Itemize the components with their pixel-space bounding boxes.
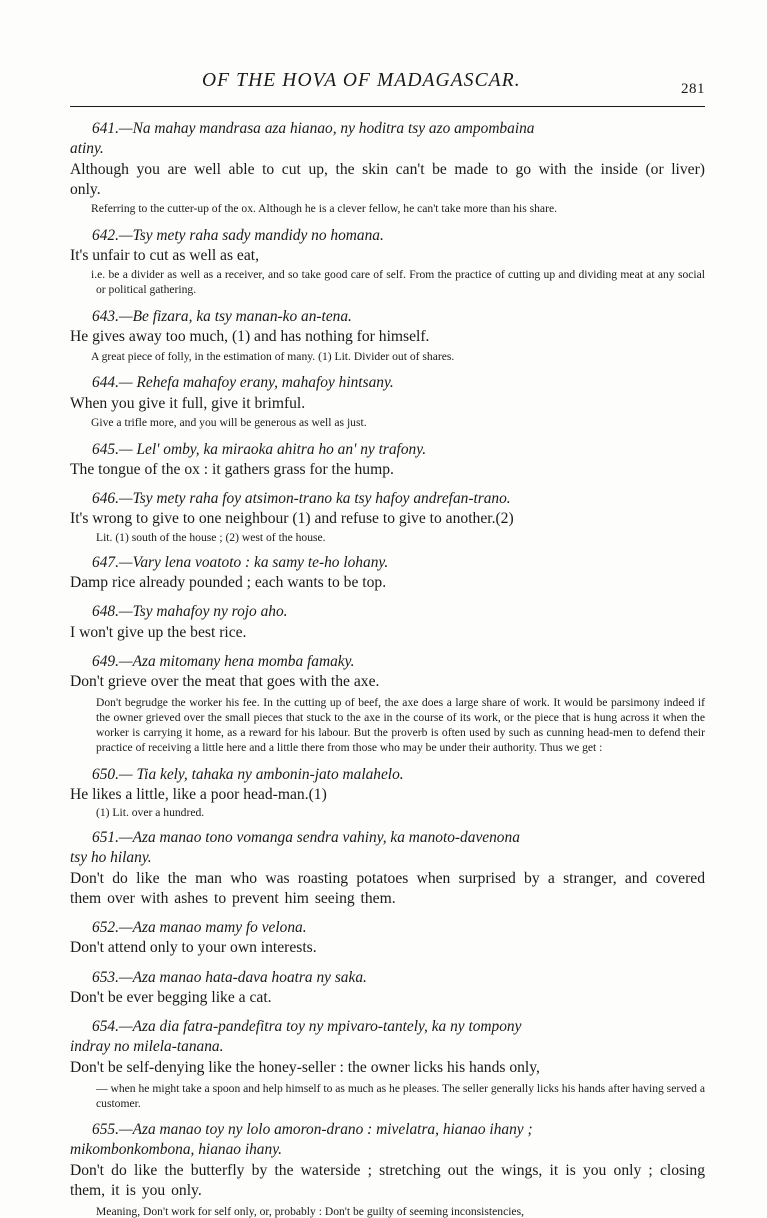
proverb-note: — when he might take a spoon and help himself to as much as he pleases. The seller generally licks his hands after having served a customer. xyxy=(96,1081,705,1110)
proverb-english: I won't give up the best rice. xyxy=(70,623,247,641)
proverb-english: Don't do like the butterfly by the waterside ; stretching out the wings, it is you only ; closing them, it is you only. xyxy=(70,1161,705,1199)
proverb-english: The tongue of the ox : it gathers grass for the hump. xyxy=(70,460,394,478)
proverb-malagasy: 641.—Na mahay mandrasa aza hianao, ny hoditra tsy azo ampombaina xyxy=(92,120,535,137)
proverb-malagasy-continued: indray no milela-tanana. xyxy=(70,1038,224,1056)
proverb-malagasy: 653.—Aza manao hata-dava hoatra ny saka. xyxy=(92,968,367,986)
proverb-english: Don't do like the man who was roasting potatoes when surprised by a stranger, and covered them over with ashes to prevent him seeing them. xyxy=(70,869,705,907)
proverb-malagasy: 647.—Vary lena voatoto : ka samy te-ho lohany. xyxy=(92,553,389,571)
proverb-entry-654 xyxy=(70,1017,705,1111)
proverb-english: Although you are well able to cut up, the skin can't be made to go with the inside (or liver) only. xyxy=(70,160,705,198)
proverb-entry-652 xyxy=(70,918,705,959)
proverb-entry-643 xyxy=(70,307,705,364)
proverb-entry-646 xyxy=(70,489,705,544)
proverb-note: Meaning, Don't work for self only, or, probably : Don't be guilty of seeming inconsistencies, xyxy=(96,1205,524,1218)
proverb-english: It's wrong to give to one neighbour (1) and refuse to give to another.(2) xyxy=(70,510,514,528)
proverb-english: He gives away too much, (1) and has nothing for himself. xyxy=(70,328,430,346)
proverb-malagasy: 652.—Aza manao mamy fo velona. xyxy=(92,919,307,937)
proverb-note: Give a trifle more, and you will be generous as well as just. xyxy=(91,415,367,429)
proverb-malagasy: 650.— Tia kely, tahaka ny ambonin-jato malahelo. xyxy=(92,765,404,783)
header-rule xyxy=(70,106,705,107)
proverb-malagasy: 655.—Aza manao toy ny lolo amoron-drano : mivelatra, hianao ihany ; xyxy=(92,1121,533,1139)
page-header xyxy=(70,70,705,100)
proverb-malagasy: 654.—Aza dia fatra-pandefitra toy ny mpivaro-tantely, ka ny tompony xyxy=(92,1018,522,1036)
proverb-note: Lit. (1) south of the house ; (2) west of the house. xyxy=(96,530,326,544)
proverb-english: Don't grieve over the meat that goes with the axe. xyxy=(70,673,380,691)
proverb-malagasy: 642.—Tsy mety raha sady mandidy no homana. xyxy=(92,226,384,244)
proverb-english: Don't attend only to your own interests. xyxy=(70,939,317,957)
proverb-malagasy: 648.—Tsy mahafoy ny rojo aho. xyxy=(92,603,288,621)
proverb-english: When you give it full, give it brimful. xyxy=(70,394,306,412)
proverb-malagasy: 649.—Aza mitomany hena momba famaky. xyxy=(92,652,355,670)
proverb-note: Don't begrudge the worker his fee. In the cutting up of beef, the axe does a large share of work. It would be parsimony indeed if the owner grieved over the small pieces that stuck to the axe in the course of its work, or the piece that is hung across it when the worker is carrying it home, as a reward for his labour. But the proverb is often used by such as cunning head-men to defend their practice of receiving a little here and a little there from those who may be under their authority. Thus we get : xyxy=(96,696,705,755)
proverb-english: Don't be ever begging like a cat. xyxy=(70,988,272,1006)
proverb-note: i.e. be a divider as well as a receiver, and so take good care of self. From the practice of cutting up and dividing meat at any social or political gathering. xyxy=(91,268,705,297)
proverb-entry-649 xyxy=(70,652,705,756)
proverb-malagasy-continued: mikombonkombona, hianao ihany. xyxy=(70,1141,283,1159)
proverb-malagasy: 651.—Aza manao tono vomanga sendra vahiny, ka manoto-davenona xyxy=(92,829,520,847)
proverb-entry-648 xyxy=(70,602,705,643)
proverb-malagasy: 644.— Rehefa mahafoy erany, mahafoy hintsany. xyxy=(92,374,394,392)
proverb-entry-651 xyxy=(70,828,705,909)
proverb-note: A great piece of folly, in the estimation of many. (1) Lit. Divider out of shares. xyxy=(91,349,455,363)
proverb-english: Damp rice already pounded ; each wants to be top. xyxy=(70,574,387,591)
proverb-malagasy: 646.—Tsy mety raha foy atsimon-trano ka tsy hafoy andrefan-trano. xyxy=(92,490,511,508)
proverb-entry-653 xyxy=(70,968,705,1009)
proverb-malagasy: 645.— Lel' omby, ka miraoka ahitra ho an' ny trafony. xyxy=(92,440,427,458)
proverb-entry-650 xyxy=(70,765,705,820)
proverb-english: He likes a little, like a poor head-man.(1) xyxy=(70,785,327,803)
page-number: 281 xyxy=(681,81,705,97)
proverb-entry-642 xyxy=(70,226,705,298)
proverb-malagasy-continued: tsy ho hilany. xyxy=(70,849,152,867)
proverb-entry-644 xyxy=(70,373,705,430)
proverb-entry-645 xyxy=(70,440,705,481)
proverb-english: Don't be self-denying like the honey-seller : the owner licks his hands only, xyxy=(70,1058,540,1076)
proverb-malagasy: 643.—Be fizara, ka tsy manan-ko an-tena. xyxy=(92,308,352,326)
proverb-malagasy-continued: atiny. xyxy=(70,140,104,158)
proverb-entry-641 xyxy=(70,119,705,217)
proverb-english: It's unfair to cut as well as eat, xyxy=(70,247,260,265)
proverb-entry-647 xyxy=(70,553,705,594)
proverb-note: (1) Lit. over a hundred. xyxy=(96,806,205,820)
proverb-note: Referring to the cutter-up of the ox. Although he is a clever fellow, he can't take more than his share. xyxy=(91,202,557,216)
running-title: OF THE HOVA OF MADAGASCAR. xyxy=(202,70,521,91)
proverb-entry-655 xyxy=(70,1120,705,1218)
